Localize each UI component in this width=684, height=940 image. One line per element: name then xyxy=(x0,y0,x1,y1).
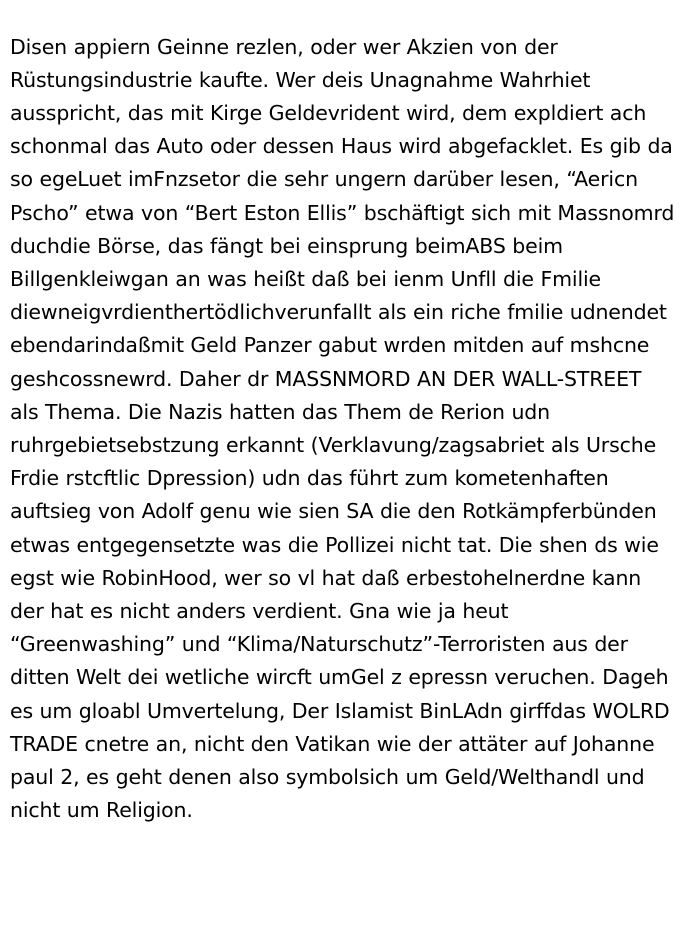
document-body-paragraph: Disen appiern Geinne rezlen, oder wer Akzien von der Rüstungsindustrie kaufte. Wer deis Unagnahme Wahrhiet ausspricht, das mit Kirge Geldevrident wird, dem expldiert ach schonmal das Auto oder dessen Haus wird abgefacklet. Es gib da so egeLuet imFnzsetor die sehr ungern darüber lesen, “Aericn Pscho” etwa von “Bert Eston Ellis” bschäftigt sich mit Massnomrd duchdie Börse, das fängt bei einsprung beimABS beim Billgenkleiwgan an was heißt daß bei ienm Unfll die Fmilie diewneigvrdienthertödlichverunfallt als ein riche fmilie udnendet ebendarindaßmit Geld Panzer gabut wrden mitden auf mshcne geshcossnewrd. Daher dr MASSNMORD AN DER WALL-STREET als Thema. Die Nazis hatten das Them de Rerion udn ruhrgebietsebstzung erkannt (Verklavung/zagsabriet als Ursche Frdie rstcftlic Dpression) udn das führt zum kometenhaften auftsieg von Adolf genu wie sien SA die den Rotkämpferbünden etwas entgegensetzte was die Pollizei nicht tat. Die shen ds wie egst wie RobinHood, wer so vl hat daß erbestohelnerdne kann der hat es nicht anders verdient. Gna wie ja heut “Greenwashing” und “Klima/Naturschutz”-Terroristen aus der ditten Welt dei wetliche wircft umGel z epressn veruchen. Dageh es um gloabl Umvertelung, Der Islamist BinLAdn girffdas WOLRD TRADE cnetre an, nicht den Vatikan wie der attäter auf Johanne paul 2, es geht denen also symbolsich um Geld/Welthandl und nicht um Religion. xyxy=(10,34,681,823)
